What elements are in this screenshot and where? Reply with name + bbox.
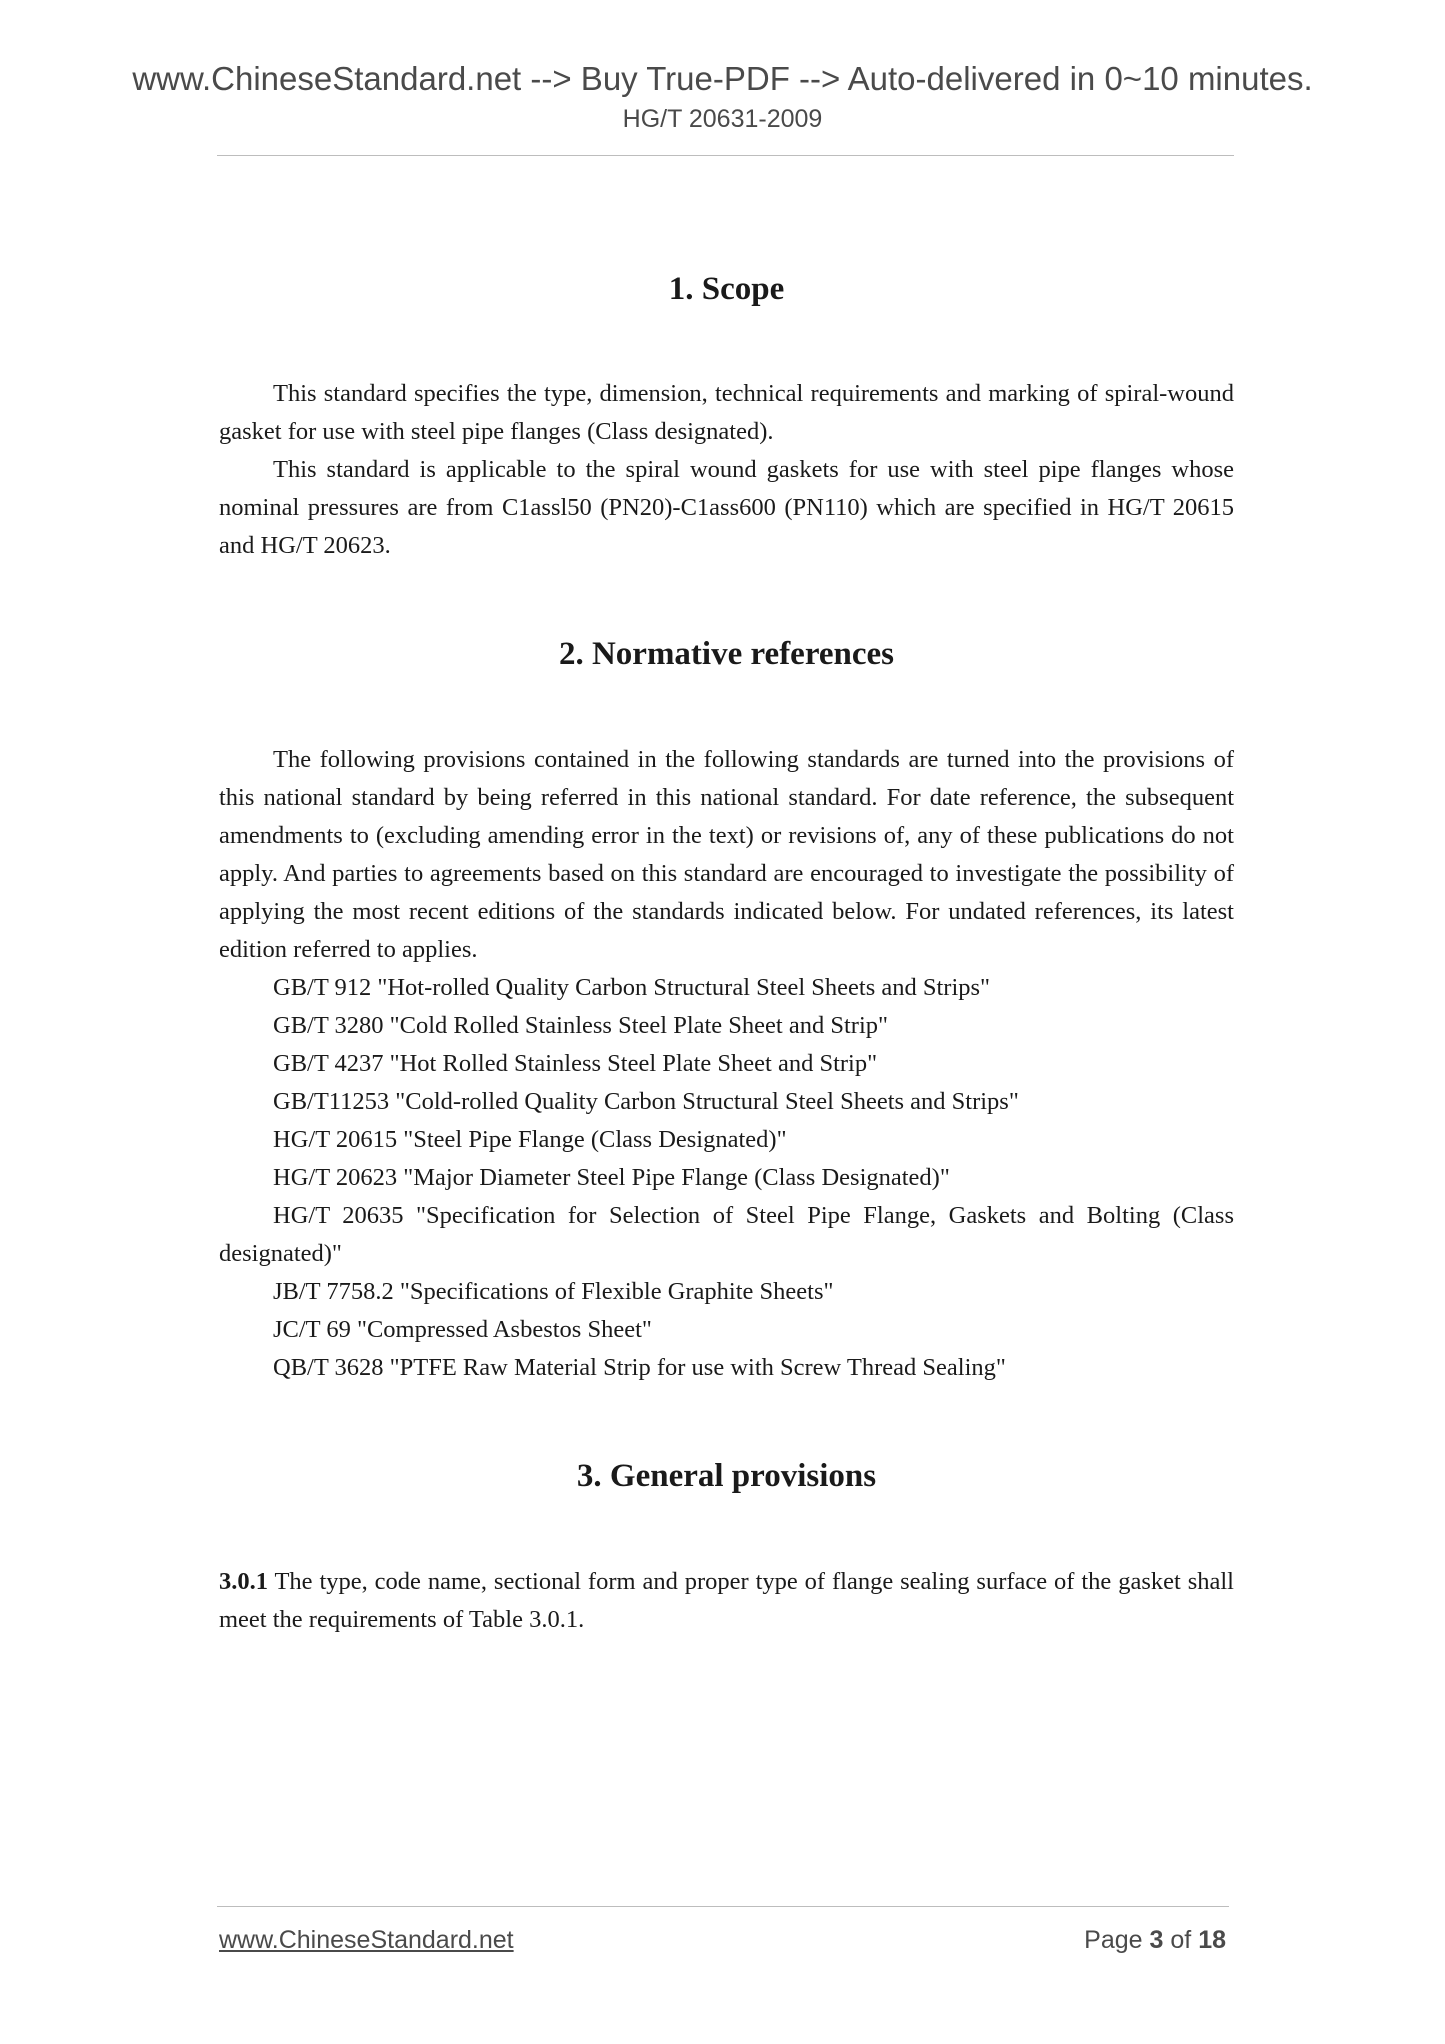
clause-3-0-1 — [219, 1563, 1234, 1639]
footer-divider — [217, 1906, 1229, 1907]
page-current: 3 — [1149, 1926, 1164, 1954]
reference-item: HG/T 20623 "Major Diameter Steel Pipe Flange (Class Designated)" — [273, 1164, 950, 1191]
page-indicator — [1084, 1924, 1226, 1956]
scope-paragraph-2: This standard is applicable to the spiral wound gaskets for use with steel pipe flanges whose nominal pressures are from C1assl50 (PN20)-C1ass600 (PN110) which are specified in HG/T 20615 and HG/T 20623. — [219, 456, 1234, 559]
header-divider — [217, 155, 1234, 156]
footer-site-link[interactable]: www.ChineseStandard.net — [219, 1926, 514, 1954]
header-banner: www.ChineseStandard.net --> Buy True-PDF --> Auto-delivered in 0~10 minutes. — [132, 60, 1313, 97]
clause-text: The type, code name, sectional form and proper type of flange sealing surface of the gasket shall meet the requirements of Table 3.0.1. — [219, 1568, 1234, 1633]
page-of: of — [1170, 1926, 1192, 1954]
document-code: HG/T 20631-2009 — [622, 105, 823, 133]
normative-intro-paragraph: The following provisions contained in the following standards are turned into the provisions of this national standard by being referred in this national standard. For date reference, the subsequent amendments to (excluding amending error in the text) or revisions of, any of these publications do not apply. And parties to agreements based on this standard are encouraged to investigate the possibility of applying the most recent editions of the standards indicated below. For undated references, its latest edition referred to applies. — [219, 746, 1234, 963]
reference-item: JB/T 7758.2 "Specifications of Flexible Graphite Sheets" — [273, 1278, 834, 1305]
page-total: 18 — [1198, 1926, 1226, 1954]
reference-item: HG/T 20635 "Specification for Selection of Steel Pipe Flange, Gaskets and Bolting (Class designated)" — [219, 1202, 1234, 1267]
section-heading-general-provisions: 3. General provisions — [576, 1458, 877, 1494]
reference-item: JC/T 69 "Compressed Asbestos Sheet" — [273, 1316, 652, 1343]
reference-item: GB/T11253 "Cold-rolled Quality Carbon Structural Steel Sheets and Strips" — [273, 1088, 1019, 1115]
reference-item: GB/T 912 "Hot-rolled Quality Carbon Structural Steel Sheets and Strips" — [273, 974, 991, 1001]
clause-number: 3.0.1 — [219, 1568, 268, 1595]
section-heading-scope: 1. Scope — [668, 271, 785, 307]
reference-item: GB/T 3280 "Cold Rolled Stainless Steel Plate Sheet and Strip" — [273, 1012, 889, 1039]
reference-item: HG/T 20615 "Steel Pipe Flange (Class Designated)" — [273, 1126, 787, 1153]
reference-item: GB/T 4237 "Hot Rolled Stainless Steel Plate Sheet and Strip" — [273, 1050, 878, 1077]
page-prefix: Page — [1084, 1926, 1143, 1954]
section-heading-normative-references: 2. Normative references — [558, 636, 895, 672]
reference-item: QB/T 3628 "PTFE Raw Material Strip for use with Screw Thread Sealing" — [273, 1354, 1006, 1381]
scope-paragraph-1: This standard specifies the type, dimension, technical requirements and marking of spiral-wound gasket for use with steel pipe flanges (Class designated). — [219, 380, 1234, 445]
normative-reference-list — [219, 969, 1234, 1387]
